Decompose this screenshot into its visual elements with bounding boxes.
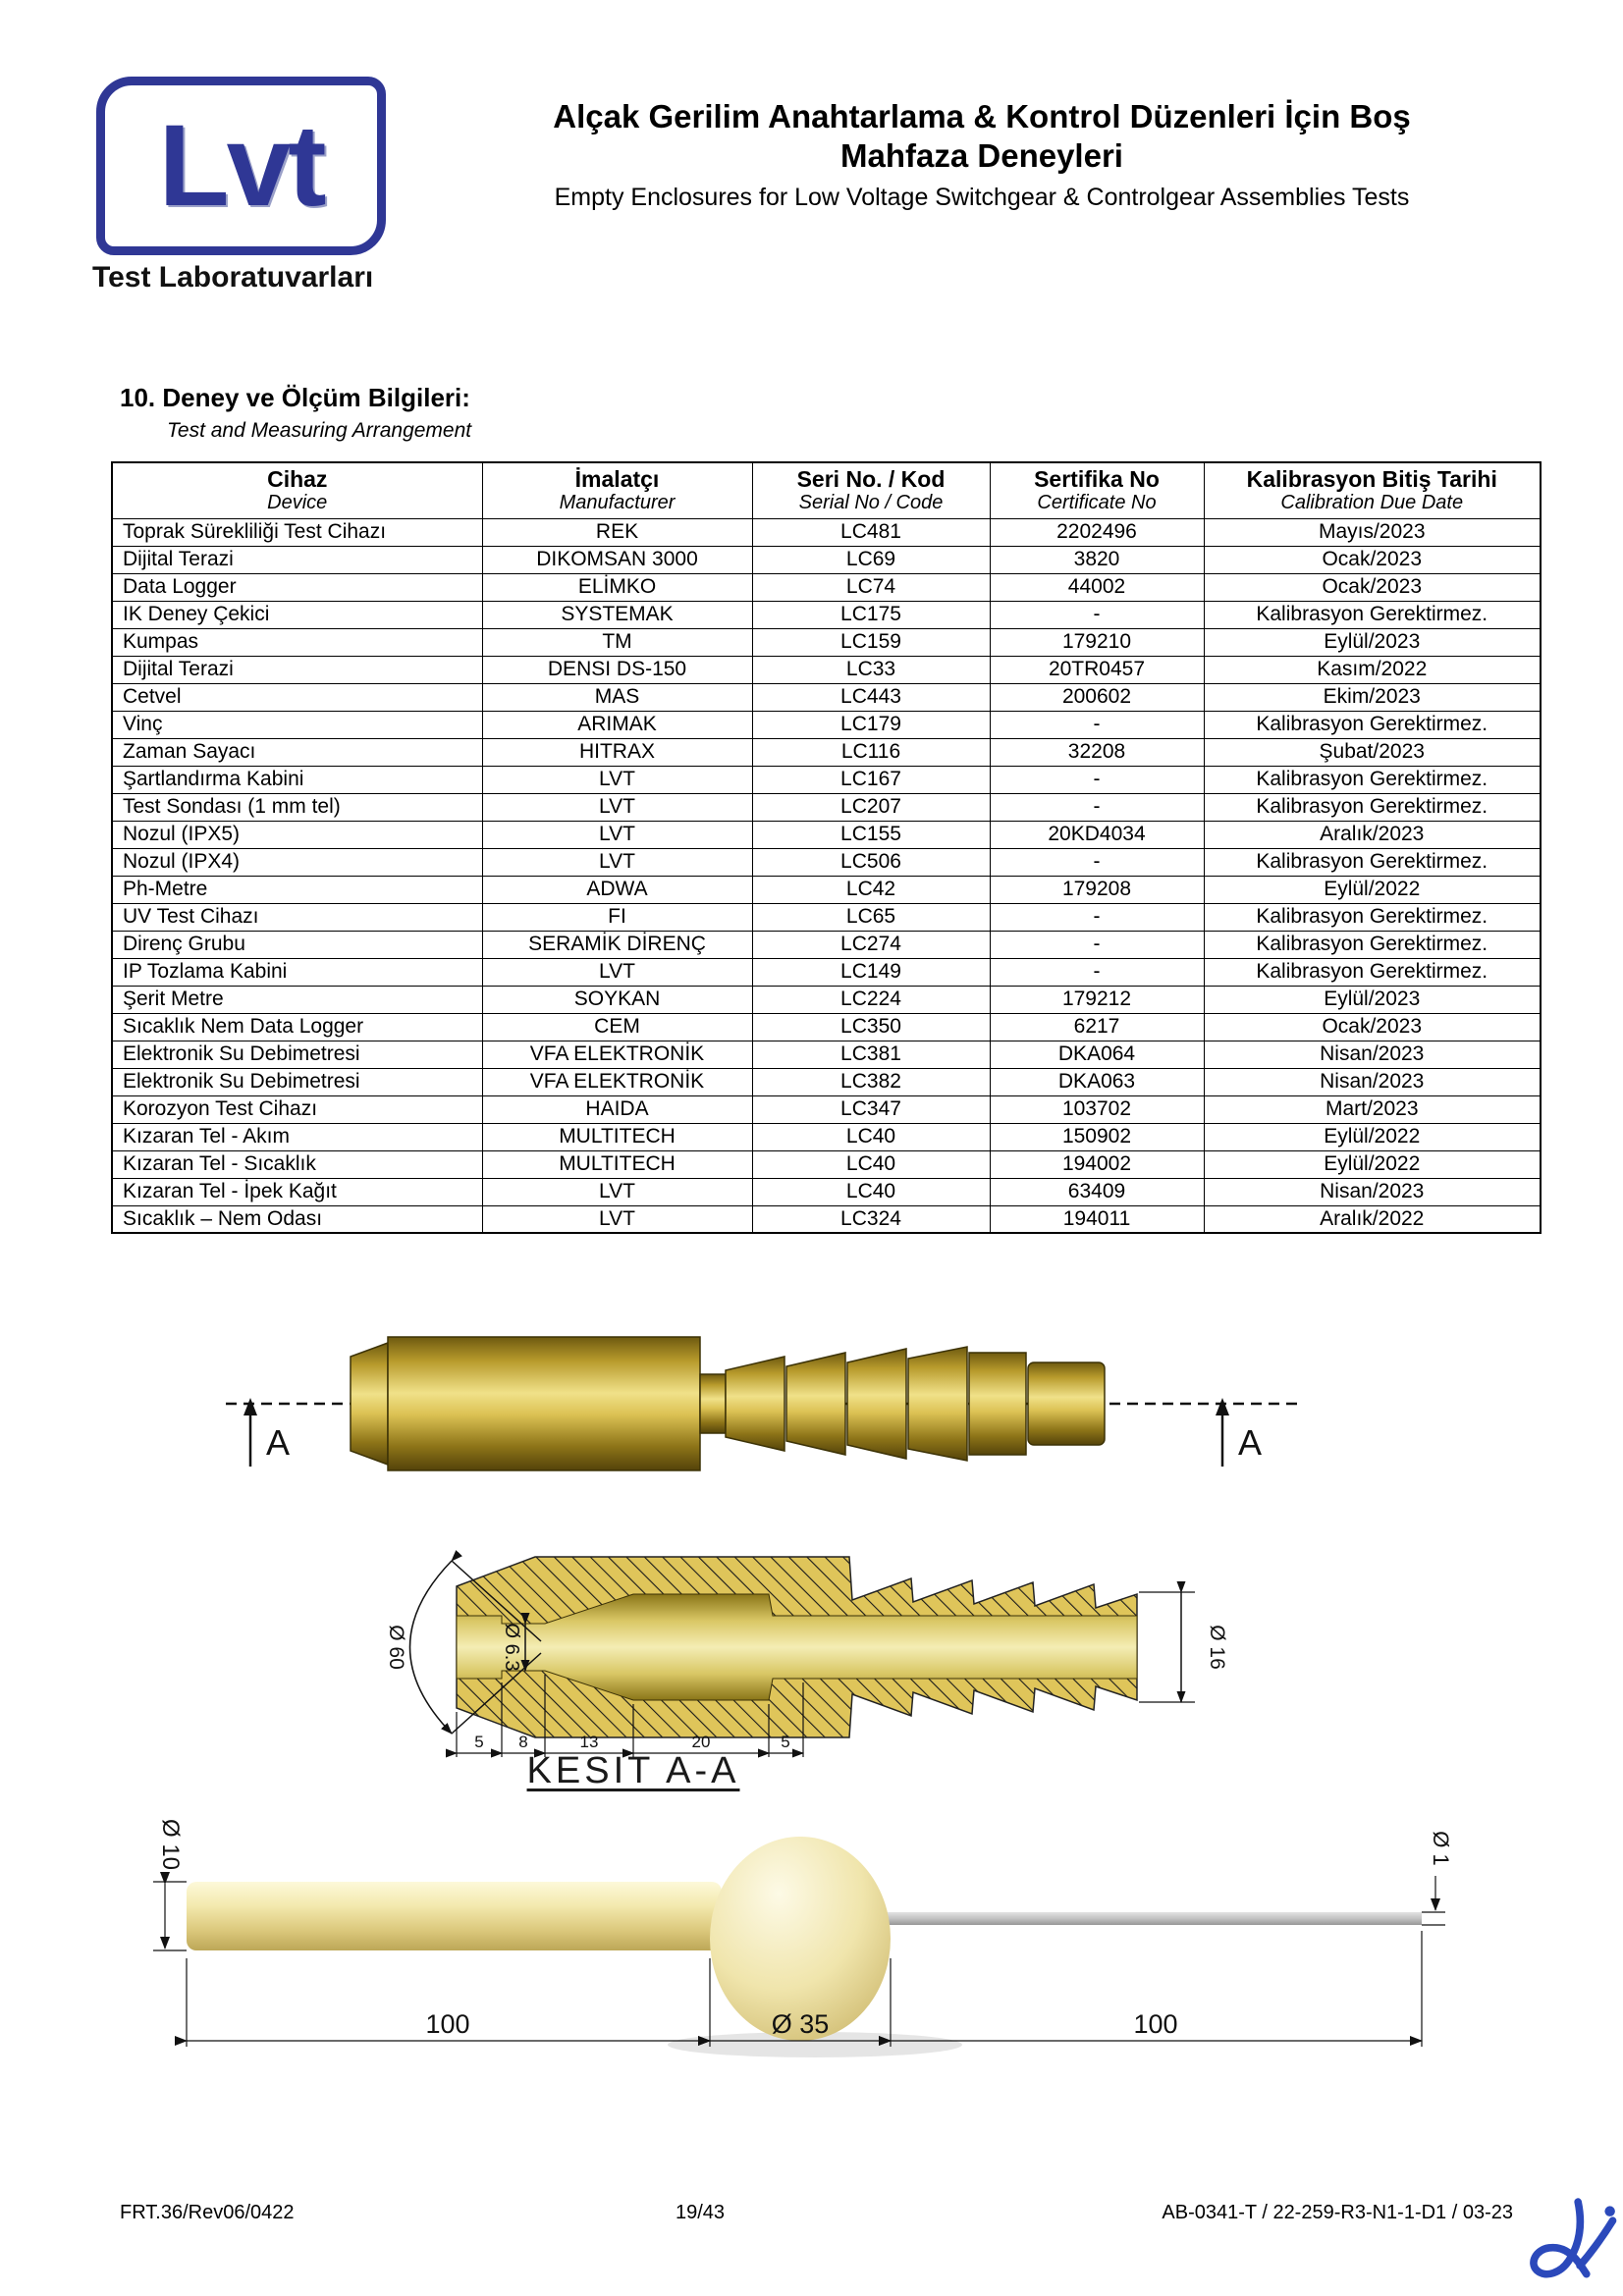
table-row	[112, 1123, 1541, 1150]
table-cell: Kalibrasyon Gerektirmez.	[1204, 931, 1541, 958]
table-cell: Kızaran Tel - İpek Kağıt	[112, 1178, 482, 1205]
table-row	[112, 738, 1541, 766]
table-cell: Ocak/2023	[1204, 1013, 1541, 1041]
table-cell: 32208	[990, 738, 1204, 766]
dim-sphere-label: Ø 35	[771, 2009, 830, 2039]
measurement-table	[111, 461, 1542, 1234]
table-cell: Kalibrasyon Gerektirmez.	[1204, 848, 1541, 876]
table-cell: HITRAX	[482, 738, 752, 766]
table-row	[112, 711, 1541, 738]
table-cell: Eylül/2022	[1204, 1123, 1541, 1150]
document-title-block	[422, 96, 1542, 212]
table-cell: LVT	[482, 766, 752, 793]
table-cell: SERAMİK DİRENÇ	[482, 931, 752, 958]
table-cell: Sıcaklık Nem Data Logger	[112, 1013, 482, 1041]
table-cell: Elektronik Su Debimetresi	[112, 1041, 482, 1068]
table-row	[112, 1178, 1541, 1205]
table-cell: LC207	[752, 793, 990, 821]
lvt-logo	[96, 77, 386, 255]
table-cell: -	[990, 903, 1204, 931]
table-cell: Zaman Sayacı	[112, 738, 482, 766]
table-cell: Nisan/2023	[1204, 1068, 1541, 1095]
dim-outer-label: Ø 16	[1206, 1625, 1228, 1670]
table-cell: SYSTEMAK	[482, 601, 752, 628]
table-cell: UV Test Cihazı	[112, 903, 482, 931]
table-row	[112, 683, 1541, 711]
table-cell: LVT	[482, 1178, 752, 1205]
table-cell: -	[990, 766, 1204, 793]
table-cell: Vinç	[112, 711, 482, 738]
table-row	[112, 656, 1541, 683]
table-cell: Şartlandırma Kabini	[112, 766, 482, 793]
table-row	[112, 848, 1541, 876]
section-caption: KESIT A-A	[526, 1750, 740, 1791]
table-cell: Aralık/2022	[1204, 1205, 1541, 1233]
table-cell: VFA ELEKTRONİK	[482, 1068, 752, 1095]
nozzle-render-figure	[221, 1317, 1448, 1489]
table-cell: 20TR0457	[990, 656, 1204, 683]
table-cell: Toprak Sürekliliği Test Cihazı	[112, 518, 482, 546]
table-cell: DENSI DS-150	[482, 656, 752, 683]
section-subheading: Test and Measuring Arrangement	[167, 419, 472, 442]
table-row	[112, 1150, 1541, 1178]
table-row	[112, 1068, 1541, 1095]
dim-angle-label: Ø 60	[385, 1625, 407, 1670]
table-cell: Kalibrasyon Gerektirmez.	[1204, 903, 1541, 931]
table-cell: ELİMKO	[482, 573, 752, 601]
title-line1: Alçak Gerilim Anahtarlama & Kontrol Düzenleri İçin Boş	[553, 98, 1411, 134]
table-row	[112, 986, 1541, 1013]
dim-5a: 5	[474, 1733, 484, 1751]
table-row	[112, 628, 1541, 656]
table-cell: 44002	[990, 573, 1204, 601]
table-cell: -	[990, 793, 1204, 821]
table-cell: HAIDA	[482, 1095, 752, 1123]
table-cell: LC40	[752, 1123, 990, 1150]
probe-rod	[187, 1882, 722, 1950]
table-cell: LC175	[752, 601, 990, 628]
table-cell: IK Deney Çekici	[112, 601, 482, 628]
table-cell: LC274	[752, 931, 990, 958]
table-cell: -	[990, 931, 1204, 958]
table-cell: 103702	[990, 1095, 1204, 1123]
svg-text:A: A	[266, 1422, 291, 1463]
table-cell: 20KD4034	[990, 821, 1204, 848]
table-cell: Dijital Terazi	[112, 546, 482, 573]
dim-rod	[153, 1882, 187, 1950]
table-cell: LC42	[752, 876, 990, 903]
table-cell: Korozyon Test Cihazı	[112, 1095, 482, 1123]
table-row	[112, 766, 1541, 793]
table-cell: Mayıs/2023	[1204, 518, 1541, 546]
table-cell: Ph-Metre	[112, 876, 482, 903]
table-cell: Mart/2023	[1204, 1095, 1541, 1123]
table-cell: 3820	[990, 546, 1204, 573]
table-cell: DKA063	[990, 1068, 1204, 1095]
table-cell: MULTITECH	[482, 1150, 752, 1178]
dim-wire-label: Ø 1	[1429, 1831, 1453, 1866]
probe-wire	[884, 1912, 1422, 1925]
col-header-certificate: Sertifika No Certificate No	[990, 462, 1204, 518]
table-row	[112, 1095, 1541, 1123]
table-row	[112, 958, 1541, 986]
table-cell: 179210	[990, 628, 1204, 656]
table-cell: -	[990, 958, 1204, 986]
table-cell: Direnç Grubu	[112, 931, 482, 958]
table-row	[112, 821, 1541, 848]
table-cell: LVT	[482, 848, 752, 876]
table-cell: Ocak/2023	[1204, 573, 1541, 601]
table-row	[112, 546, 1541, 573]
table-cell: Cetvel	[112, 683, 482, 711]
table-row	[112, 903, 1541, 931]
table-cell: LC381	[752, 1041, 990, 1068]
table-cell: Sıcaklık – Nem Odası	[112, 1205, 482, 1233]
table-cell: Kalibrasyon Gerektirmez.	[1204, 766, 1541, 793]
table-cell: LC481	[752, 518, 990, 546]
table-cell: IP Tozlama Kabini	[112, 958, 482, 986]
table-cell: VFA ELEKTRONİK	[482, 1041, 752, 1068]
table-row	[112, 931, 1541, 958]
table-cell: Şerit Metre	[112, 986, 482, 1013]
table-cell: 200602	[990, 683, 1204, 711]
title-line2: Mahfaza Deneyleri	[840, 137, 1123, 175]
title-subtitle: Empty Enclosures for Low Voltage Switchgear & Controlgear Assemblies Tests	[554, 183, 1410, 211]
table-cell: MAS	[482, 683, 752, 711]
footer-form-number: FRT.36/Rev06/0422	[120, 2202, 295, 2223]
table-cell: 194011	[990, 1205, 1204, 1233]
dim-20: 20	[691, 1733, 711, 1751]
table-cell: ARIMAK	[482, 711, 752, 738]
table-cell: -	[990, 848, 1204, 876]
col-header-device: Cihaz Device	[112, 462, 482, 518]
dim-bore-label: Ø 6.3	[501, 1623, 522, 1672]
table-cell: Şubat/2023	[1204, 738, 1541, 766]
table-cell: CEM	[482, 1013, 752, 1041]
table-cell: Kalibrasyon Gerektirmez.	[1204, 793, 1541, 821]
table-cell: LC350	[752, 1013, 990, 1041]
table-cell: MULTITECH	[482, 1123, 752, 1150]
table-cell: Test Sondası (1 mm tel)	[112, 793, 482, 821]
table-cell: 6217	[990, 1013, 1204, 1041]
dim-outer	[1139, 1592, 1195, 1702]
nozzle-body	[351, 1337, 1105, 1470]
table-row	[112, 1205, 1541, 1233]
table-cell: -	[990, 711, 1204, 738]
logo-caption: Test Laboratuvarları	[92, 261, 374, 294]
table-cell: Eylül/2023	[1204, 628, 1541, 656]
table-cell: LC155	[752, 821, 990, 848]
table-cell: Kızaran Tel - Akım	[112, 1123, 482, 1150]
table-cell: LC65	[752, 903, 990, 931]
table-cell: LC33	[752, 656, 990, 683]
table-row	[112, 793, 1541, 821]
table-cell: -	[990, 601, 1204, 628]
table-cell: Eylül/2023	[1204, 986, 1541, 1013]
table-cell: 179212	[990, 986, 1204, 1013]
footer-page-number: 19/43	[676, 2202, 726, 2223]
section-marker-left	[243, 1398, 290, 1467]
dim-8: 8	[518, 1733, 528, 1751]
table-cell: Kalibrasyon Gerektirmez.	[1204, 601, 1541, 628]
table-row	[112, 1013, 1541, 1041]
table-cell: LVT	[482, 1205, 752, 1233]
table-cell: 150902	[990, 1123, 1204, 1150]
table-row	[112, 601, 1541, 628]
table-cell: Elektronik Su Debimetresi	[112, 1068, 482, 1095]
svg-text:A: A	[1238, 1422, 1263, 1463]
table-cell: LVT	[482, 793, 752, 821]
table-row	[112, 573, 1541, 601]
table-cell: DKA064	[990, 1041, 1204, 1068]
table-cell: LC116	[752, 738, 990, 766]
table-row	[112, 876, 1541, 903]
table-cell: 179208	[990, 876, 1204, 903]
table-cell: LC40	[752, 1178, 990, 1205]
table-cell: TM	[482, 628, 752, 656]
table-cell: ADWA	[482, 876, 752, 903]
section-view-figure	[221, 1531, 1448, 1762]
table-cell: LC324	[752, 1205, 990, 1233]
table-cell: Aralık/2023	[1204, 821, 1541, 848]
table-row	[112, 1041, 1541, 1068]
table-cell: LC382	[752, 1068, 990, 1095]
table-cell: Kalibrasyon Gerektirmez.	[1204, 711, 1541, 738]
table-cell: DIKOMSAN 3000	[482, 546, 752, 573]
dim-rod-label: Ø 10	[157, 1818, 184, 1871]
table-cell: LC40	[752, 1150, 990, 1178]
dim-left-label: 100	[425, 2009, 470, 2039]
table-cell: Nisan/2023	[1204, 1178, 1541, 1205]
table-cell: Nisan/2023	[1204, 1041, 1541, 1068]
table-cell: Kasım/2022	[1204, 656, 1541, 683]
table-cell: Nozul (IPX5)	[112, 821, 482, 848]
table-cell: 194002	[990, 1150, 1204, 1178]
table-cell: 2202496	[990, 518, 1204, 546]
table-cell: LC179	[752, 711, 990, 738]
section-marker-right	[1216, 1398, 1262, 1467]
dim-right-label: 100	[1133, 2009, 1178, 2039]
lvt-logo-text: Lvt	[158, 101, 324, 231]
sphere-probe-figure	[137, 1811, 1463, 2071]
table-cell: LC224	[752, 986, 990, 1013]
table-body	[112, 518, 1541, 1233]
table-cell: LC443	[752, 683, 990, 711]
table-cell: LC167	[752, 766, 990, 793]
table-cell: SOYKAN	[482, 986, 752, 1013]
table-cell: LC347	[752, 1095, 990, 1123]
table-cell: Data Logger	[112, 573, 482, 601]
signature-mark	[1520, 2197, 1623, 2295]
table-row	[112, 518, 1541, 546]
dim-wire	[1422, 1876, 1445, 1925]
table-cell: Kızaran Tel - Sıcaklık	[112, 1150, 482, 1178]
table-cell: REK	[482, 518, 752, 546]
table-cell: LVT	[482, 958, 752, 986]
table-cell: Ekim/2023	[1204, 683, 1541, 711]
table-cell: Kalibrasyon Gerektirmez.	[1204, 958, 1541, 986]
table-cell: Dijital Terazi	[112, 656, 482, 683]
table-cell: Ocak/2023	[1204, 546, 1541, 573]
table-cell: LC159	[752, 628, 990, 656]
table-cell: 63409	[990, 1178, 1204, 1205]
col-header-serial: Seri No. / Kod Serial No / Code	[752, 462, 990, 518]
table-cell: Kumpas	[112, 628, 482, 656]
table-header-row	[112, 462, 1541, 518]
table-cell: FI	[482, 903, 752, 931]
dim-13: 13	[579, 1733, 599, 1751]
footer-report-number: AB-0341-T / 22-259-R3-N1-1-D1 / 03-23	[1162, 2202, 1513, 2223]
table-cell: LVT	[482, 821, 752, 848]
table-cell: LC506	[752, 848, 990, 876]
table-cell: LC74	[752, 573, 990, 601]
table-cell: Nozul (IPX4)	[112, 848, 482, 876]
dim-5b: 5	[781, 1733, 790, 1751]
section-heading: 10. Deney ve Ölçüm Bilgileri:	[120, 383, 470, 412]
table-cell: Eylül/2022	[1204, 1150, 1541, 1178]
table-cell: Eylül/2022	[1204, 876, 1541, 903]
table-cell: LC69	[752, 546, 990, 573]
col-header-manufacturer: İmalatçı Manufacturer	[482, 462, 752, 518]
col-header-calibration: Kalibrasyon Bitiş Tarihi Calibration Due Date	[1204, 462, 1541, 518]
table-cell: LC149	[752, 958, 990, 986]
